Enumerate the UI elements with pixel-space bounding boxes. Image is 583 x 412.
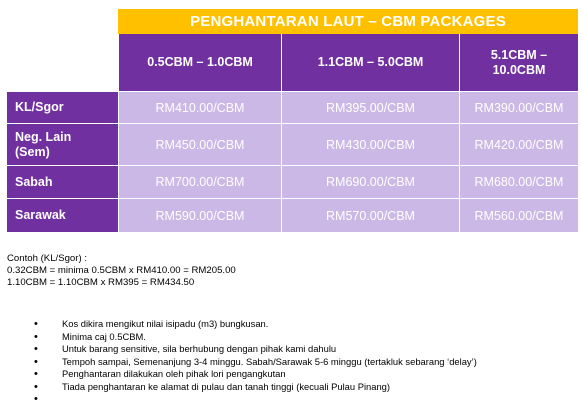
table-cell: RM450.00/CBM <box>118 123 281 165</box>
list-item-text: Untuk barang sensitive, sila berhubung dengan pihak kami dahulu <box>62 343 337 354</box>
pricing-table <box>7 9 578 232</box>
list-item <box>34 318 477 331</box>
list-item-text: Kos dikira mengikut nilai isipadu (m3) bungkusan. <box>62 318 269 329</box>
table-title: PENGHANTARAN LAUT – CBM PACKAGES <box>118 9 578 34</box>
row-label-neg-lain: Neg. Lain (Sem) <box>7 123 118 165</box>
table-cell: RM700.00/CBM <box>118 165 281 198</box>
table-cell: RM390.00/CBM <box>459 91 578 123</box>
list-item <box>34 368 477 381</box>
example-heading: Contoh (KL/Sgor) : <box>7 253 87 264</box>
example-line: 1.10CBM = 1.10CBM x RM395 = RM434.50 <box>7 277 195 288</box>
table-cell: RM395.00/CBM <box>281 91 459 123</box>
table-cell: RM560.00/CBM <box>459 198 578 232</box>
column-header-small: 0.5CBM – 1.0CBM <box>118 34 281 91</box>
bullet-icon: • <box>34 393 38 405</box>
table-cell: RM570.00/CBM <box>281 198 459 232</box>
list-item-text: Minima caj 0.5CBM. <box>62 330 146 342</box>
bullet-icon: • <box>34 318 38 330</box>
table-cell: RM430.00/CBM <box>281 123 459 165</box>
list-item-text: Penghantaran dilakukan oleh pihak lori pengangkutan <box>62 368 286 379</box>
bullet-icon: • <box>34 355 38 368</box>
terms-list <box>34 318 477 405</box>
table-cell: RM410.00/CBM <box>118 91 281 123</box>
column-header-medium: 1.1CBM – 5.0CBM <box>281 34 459 91</box>
bullet-icon: • <box>34 380 38 393</box>
row-label-sabah: Sabah <box>7 165 118 198</box>
list-item-text: Tiada penghantaran ke alamat di pulau dan tanah tinggi (kecuali Pulau Pinang) <box>62 380 391 392</box>
list-item-text: Tempoh sampai, Semenanjung 3-4 minggu. Sabah/Sarawak 5-6 minggu (tertakluk sebarang ‘delay’) <box>62 355 477 367</box>
bullet-icon: • <box>34 330 38 343</box>
row-label-sarawak: Sarawak <box>7 198 118 232</box>
column-header-large: 5.1CBM – 10.0CBM <box>459 34 578 91</box>
list-item <box>34 356 477 369</box>
bullet-icon: • <box>34 368 38 380</box>
table-cell: RM690.00/CBM <box>281 165 459 198</box>
table-cell: RM590.00/CBM <box>118 198 281 232</box>
list-item <box>34 381 477 394</box>
list-item <box>34 343 477 356</box>
bullet-icon: • <box>34 343 38 355</box>
table-cell: RM680.00/CBM <box>459 165 578 198</box>
example-line: 0.32CBM = minima 0.5CBM x RM410.00 = RM205.00 <box>7 265 236 276</box>
list-item <box>34 331 477 344</box>
row-label-kl-sgor: KL/Sgor <box>7 91 118 123</box>
table-cell: RM420.00/CBM <box>459 123 578 165</box>
example-calculation <box>7 253 236 289</box>
